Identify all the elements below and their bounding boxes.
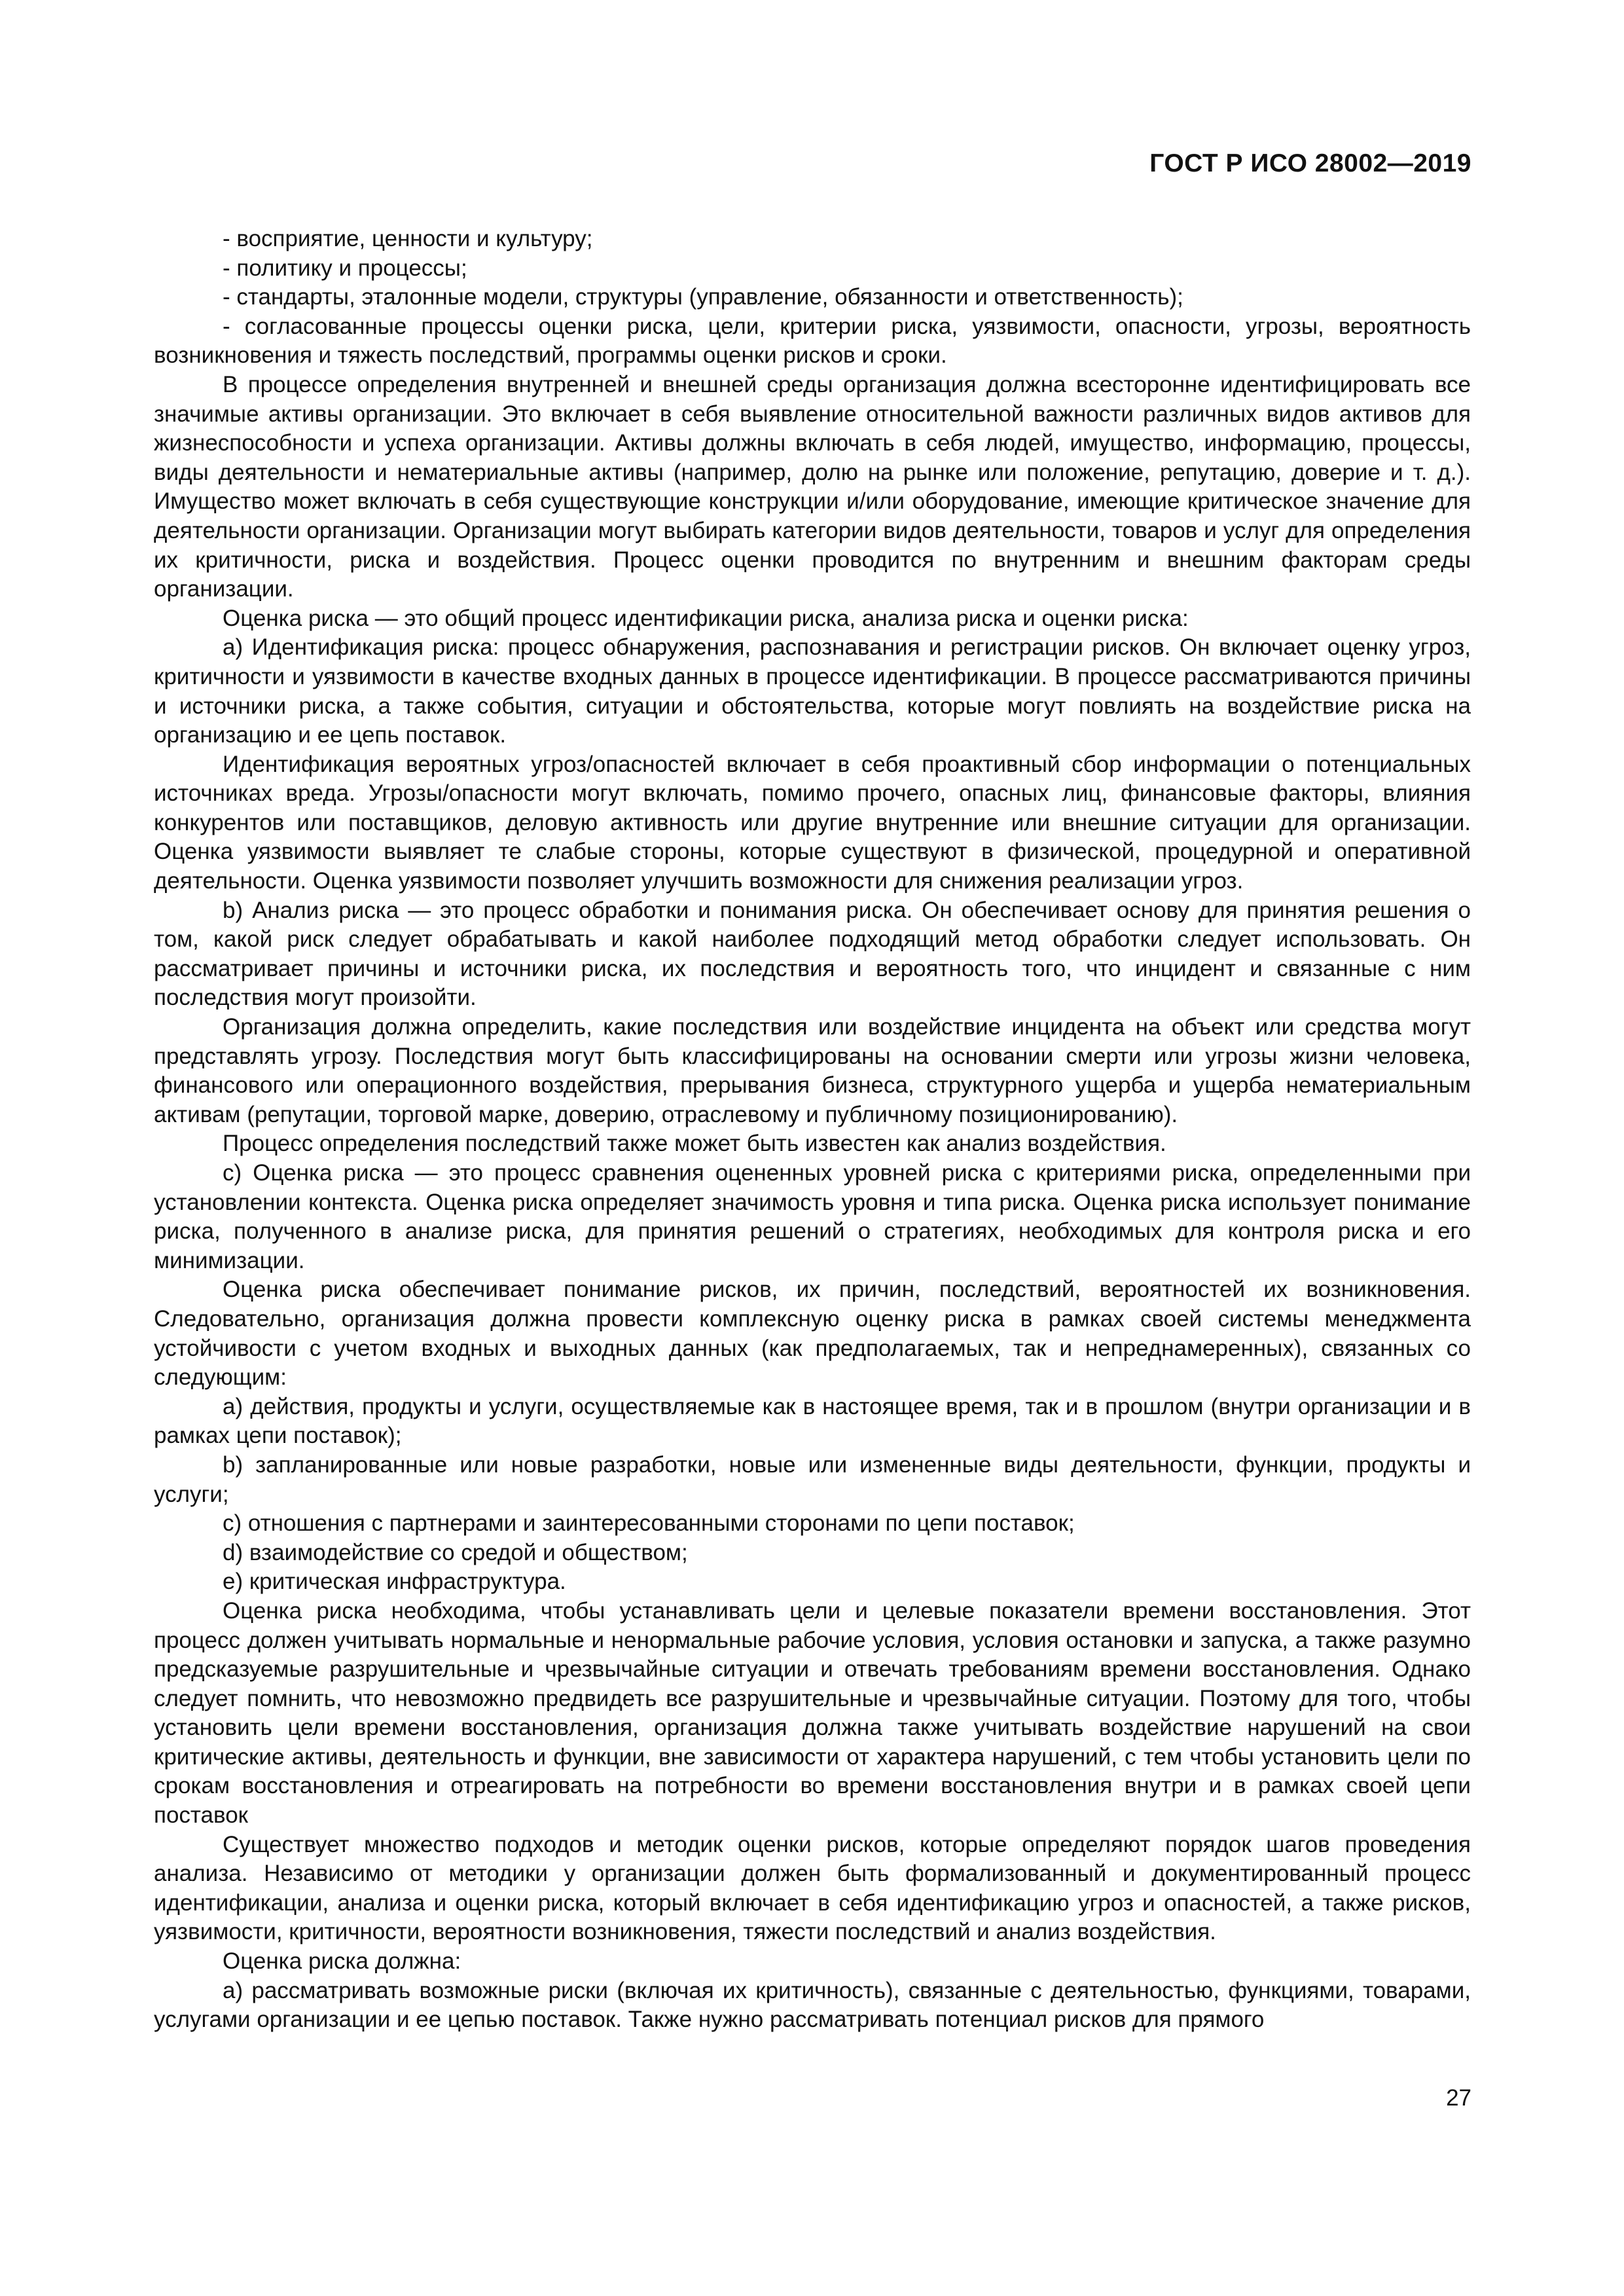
page-number: 27 (1446, 2085, 1471, 2111)
paragraph: Оценка риска необходима, чтобы устанавливать цели и целевые показатели времени восстановления. Этот процесс должен учитывать нормальные и ненормальные рабочие условия, условия остановки и запуска, а также разумно предсказуемые разрушительные и чрезвычайные ситуации и отвечать требованиям времени восстановления. Однако следует помнить, что невозможно предвидеть все разрушительные и чрезвычайные ситуации. Поэтому для того, чтобы установить цели времени восстановления, организация должна также учитывать воздействие нарушений на свои критические активы, деятельность и функции, вне зависимости от характера нарушений, с тем чтобы установить цели по срокам восстановления и отреагировать на потребности во времени восстановления внутри и в рамках своей цепи поставок (154, 1597, 1471, 1829)
list-item: c) отношения с партнерами и заинтересованными сторонами по цепи поставок; (223, 1510, 1075, 1537)
paragraph: Оценка риска — это общий процесс идентификации риска, анализа риска и оценки риска: (223, 605, 1189, 631)
paragraph: Оценка риска обеспечивает понимание рисков, их причин, последствий, вероятностей их возникновения. Следовательно, организация должна провести комплексную оценку риска в рамках своей системы менеджмента устойчивости с учетом входных и выходных данных (как предполагаемых, так и непреднамеренных), связанных со следующим: (154, 1277, 1471, 1391)
paragraph: Процесс определения последствий также может быть известен как анализ воздействия. (223, 1131, 1166, 1157)
list-item: - согласованные процессы оценки риска, цели, критерии риска, уязвимости, опасности, угрозы, вероятность возникновения и тяжесть последствий, программы оценки рисков и сроки. (154, 313, 1471, 369)
list-item: e) критическая инфраструктура. (223, 1569, 566, 1595)
document-code-header: ГОСТ Р ИСО 28002—2019 (1149, 149, 1471, 177)
paragraph: Организация должна определить, какие последствия или воздействие инцидента на объект или средства могут представлять угрозу. Последствия могут быть классифицированы на основании смерти или угрозы жизни человека, финансового или операционного воздействия, прерывания бизнеса, структурного ущерба и ущерба нематериальным активам (репутации, торговой марке, доверию, отраслевому и публичному позиционированию). (154, 1014, 1471, 1127)
paragraph: Идентификация вероятных угроз/опасностей включает в себя проактивный сбор информации о потенциальных источниках вреда. Угрозы/опасности могут включать, помимо прочего, опасных лиц, финансовые факторы, влияния конкурентов или поставщиков, деловую активность или другие внутренние или внешние ситуации для организации. Оценка уязвимости выявляет те слабые стороны, которые существуют в физической, процедурной и оперативной деятельности. Оценка уязвимости позволяет улучшить возможности для снижения реализации угроз. (154, 751, 1471, 894)
paragraph: Оценка риска должна: (223, 1948, 461, 1975)
list-item: d) взаимодействие со средой и обществом; (223, 1539, 688, 1565)
paragraph: b) Анализ риска — это процесс обработки и понимания риска. Он обеспечивает основу для принятия решения о том, какой риск следует обрабатывать и какой наиболее подходящий метод обработки следует использовать. Он рассматривает причины и источники риска, их последствия и вероятность того, что инцидент и связанные с ним последствия могут произойти. (154, 897, 1471, 1011)
paragraph: В процессе определения внутренней и внешней среды организация должна всесторонне идентифицировать все значимые активы организации. Это включает в себя выявление относительной важности различных видов активов для жизнеспособности и успеха организации. Активы должны включать в себя людей, имущество, информацию, процессы, виды деятельности и нематериальные активы (например, долю на рынке или положение, репутацию, доверие и т. д.). Имущество может включать в себя существующие конструкции и/или оборудование, имеющие критическое значение для деятельности организации. Организации могут выбирать категории видов деятельности, товаров и услуг для определения их критичности, риска и воздействия. Процесс оценки проводится по внутренним и внешним факторам среды организации. (154, 371, 1471, 602)
document-body (154, 225, 1471, 2035)
list-item: - политику и процессы; (223, 255, 467, 281)
list-item: a) рассматривать возможные риски (включая их критичность), связанные с деятельностью, функциями, товарами, услугами организации и ее цепью поставок. Также нужно рассматривать потенциал рисков для прямого (154, 1977, 1471, 2033)
list-item: - восприятие, ценности и культуру; (223, 226, 593, 251)
list-item: a) действия, продукты и услуги, осуществляемые как в настоящее время, так и в прошлом (внутри организации и в рамках цепи поставок); (154, 1393, 1471, 1449)
paragraph: c) Оценка риска — это процесс сравнения оцененных уровней риска с критериями риска, определенными при установлении контекста. Оценка риска определяет значимость уровня и типа риска. Оценка риска использует понимание риска, полученного в анализе риска, для принятия решений о стратегиях, необходимых для контроля риска и его минимизации. (154, 1160, 1471, 1273)
paragraph: Существует множество подходов и методик оценки рисков, которые определяют порядок шагов проведения анализа. Независимо от методики у организации должен быть формализованный и документированный процесс идентификации, анализа и оценки риска, который включает в себя идентификацию угроз и опасностей, а также рисков, уязвимости, критичности, вероятности возникновения, тяжести последствий и анализ воздействия. (154, 1831, 1471, 1945)
list-item: - стандарты, эталонные модели, структуры (управление, обязанности и ответственность); (223, 284, 1183, 310)
list-item: b) запланированные или новые разработки, новые или измененные виды деятельности, функции, продукты и услуги; (154, 1451, 1471, 1507)
paragraph: a) Идентификация риска: процесс обнаружения, распознавания и регистрации рисков. Он включает оценку угроз, критичности и уязвимости в качестве входных данных в процессе идентификации. В процессе рассматриваются причины и источники риска, а также события, ситуации и обстоятельства, которые могут повлиять на воздействие риска на организацию и ее цепь поставок. (154, 634, 1471, 748)
